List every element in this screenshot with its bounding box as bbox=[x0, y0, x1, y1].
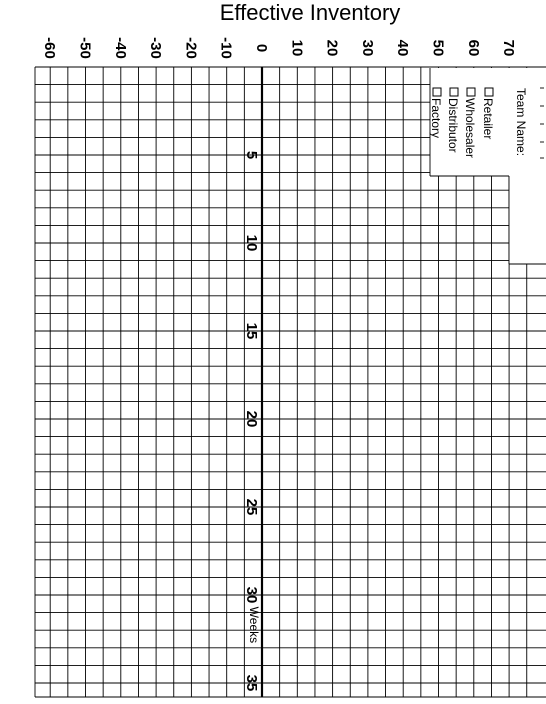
legend-role-label: Distributor bbox=[446, 98, 460, 153]
week-tick-label: 30 bbox=[243, 586, 260, 604]
inventory-tick-label: 10 bbox=[288, 39, 306, 57]
inventory-tick-label: 0 bbox=[253, 43, 270, 53]
inventory-tick-label: -60 bbox=[41, 37, 59, 59]
inventory-tick-label: -20 bbox=[182, 37, 200, 59]
inventory-tick-label: 20 bbox=[323, 39, 341, 57]
checkbox-icon bbox=[485, 88, 493, 96]
inventory-tick-label: 40 bbox=[394, 39, 412, 57]
inventory-tick-label: -50 bbox=[76, 37, 94, 59]
team-name-label: Team Name: bbox=[514, 88, 528, 157]
checkbox-icon bbox=[450, 88, 458, 96]
week-tick-label: 15 bbox=[243, 322, 260, 340]
inventory-tick-label: -10 bbox=[217, 37, 235, 59]
inventory-tick-label: 50 bbox=[429, 39, 447, 57]
week-tick-label: 5 bbox=[243, 150, 260, 160]
week-tick-labels bbox=[243, 151, 261, 692]
week-tick-label: 35 bbox=[243, 674, 260, 692]
week-tick-label: 25 bbox=[243, 498, 260, 516]
legend-background bbox=[509, 176, 546, 264]
inventory-tick-labels bbox=[41, 37, 517, 59]
checkbox-icon bbox=[433, 88, 441, 96]
inventory-tick-label: 70 bbox=[500, 39, 518, 57]
legend-role-label: Factory bbox=[429, 98, 443, 139]
chart-title: Effective Inventory bbox=[219, 0, 401, 25]
legend-role-distributor[interactable] bbox=[446, 88, 460, 153]
inventory-tick-label: 30 bbox=[358, 39, 376, 57]
inventory-tick-label: -40 bbox=[111, 37, 129, 59]
legend-role-label: Retailer bbox=[481, 98, 495, 140]
legend-role-wholesaler[interactable] bbox=[463, 88, 477, 158]
x-axis-label: Weeks bbox=[247, 606, 261, 644]
legend-role-label: Wholesaler bbox=[463, 98, 477, 159]
inventory-tick-label: 60 bbox=[464, 39, 482, 57]
week-tick-label: 10 bbox=[243, 234, 260, 252]
week-tick-label: 20 bbox=[243, 410, 260, 428]
inventory-tick-label: -30 bbox=[147, 37, 165, 59]
checkbox-icon bbox=[467, 88, 475, 96]
legend-box bbox=[429, 68, 546, 264]
